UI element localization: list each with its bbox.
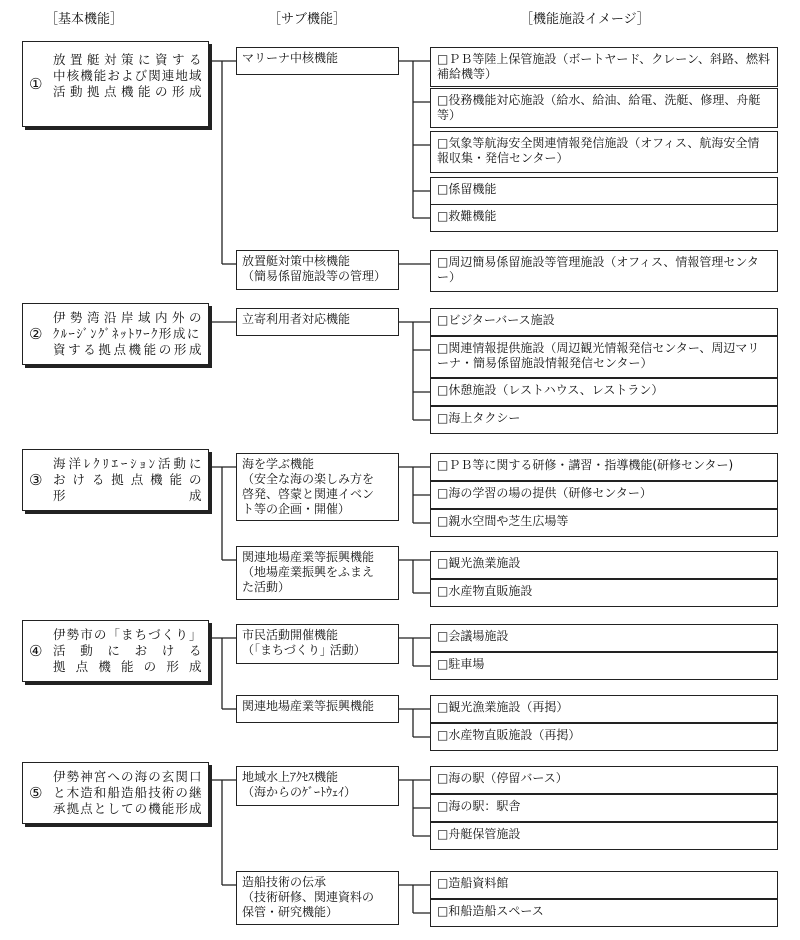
facility-box [430,204,778,232]
sub-function-box [236,871,399,925]
facility-box [430,250,778,292]
facility-item: □和船造船スペース [437,904,544,918]
sub-function-label: 関連地場産業等振興機能 [242,550,375,564]
sub-function-label: （｢まちづくり｣ 活動） [242,643,366,657]
sub-function-label: 造船技術の伝承 [242,875,327,889]
facility-box [430,695,778,723]
facility-item: □水産物直販施設（再掲） [437,728,581,742]
sub-function-label: （海からのｹﾞｰﾄｳｪｲ） [242,785,357,799]
sub-function-label: 市民活動開催機能 [242,628,339,642]
facility-box [430,899,778,927]
facility-box [430,406,778,434]
facility-item: □親水空間や芝生広場等 [437,514,569,528]
facility-box [430,723,778,751]
facility-box [430,47,778,87]
basic-function-number: ② [29,325,43,343]
basic-function-number: ⑤ [29,784,43,802]
basic-function-box [22,449,209,511]
facility-item: □舟艇保管施設 [437,827,521,841]
sub-function-label: た活動） [242,580,291,594]
basic-function-line: 放置艇対策に資する [53,52,202,67]
facility-box [430,453,778,481]
header-sub-function: ［サブ機能］ [268,12,347,27]
sub-function-label: マリーナ中核機能 [242,51,339,65]
facility-box [430,624,778,652]
basic-function-box [22,762,209,824]
sub-function-box [236,47,399,75]
facility-box [430,766,778,794]
facility-item: □係留機能 [437,182,497,196]
facility-item: □ビジターバース施設 [437,313,555,327]
sub-function-label: 地域水上ｱｸｾｽ機能 [242,770,339,784]
facility-item: □役務機能対応施設（給水、給油、給電、洗艇、修理、舟艇 等） [437,93,773,122]
facility-box [430,308,778,336]
facility-item: □観光漁業施設 [437,556,521,570]
basic-function-line: 資する拠点機能の形成 [53,342,202,357]
basic-function-line: 伊勢湾沿岸域内外の [53,310,202,325]
basic-function-line: ｸﾙｰｼﾞﾝｸﾞﾈｯﾄﾜｰｸ形成に [53,326,201,341]
basic-function-line: 海洋ﾚｸﾘｴｰｼｮﾝ活動に [53,456,202,471]
basic-function-number: ④ [29,642,43,660]
basic-function-line: 承拠点としての機能形成 [53,801,202,816]
sub-function-label: 関連地場産業等振興機能 [242,699,375,713]
sub-function-label: （簡易係留施設等の管理） [242,269,387,283]
facility-box [430,177,778,205]
facility-item: □関連情報提供施設（周辺観光情報発信センター、周辺マリーナ・簡易係留施設情報発信センター） [437,341,760,370]
facility-box [430,481,778,509]
sub-function-box [236,453,399,521]
basic-function-box [22,41,209,127]
basic-function-line: 拠点機能の形成 [53,659,202,674]
facility-item: □周辺簡易係留施設等管理施設（オフィス、情報管理センター） [437,255,759,284]
sub-function-box [236,624,399,664]
basic-function-line: 活動拠点機能の形成 [53,84,202,99]
sub-function-label: 啓発、啓蒙と関連イベン [242,487,375,501]
basic-function-line: 活動における [53,643,202,658]
facility-box [430,131,778,173]
facility-box [430,794,778,822]
sub-function-box [236,250,399,290]
facility-item: □救難機能 [437,209,497,223]
sub-function-box [236,308,399,336]
sub-function-label: （地場産業振興をふまえ [242,565,375,579]
facility-item: □海の駅（停留バース） [437,771,568,785]
facility-item: □海上タクシー [437,411,521,425]
facility-item: □観光漁業施設（再掲） [437,700,569,714]
facility-box [430,579,778,607]
sub-function-box [236,546,399,600]
facility-item: □海の駅：駅舎 [437,799,521,813]
facility-box [430,88,778,128]
facility-item: □海の学習の場の提供（研修センター） [437,486,652,500]
facility-box [430,378,778,406]
facility-item: □造船資料館 [437,876,509,890]
header-facility-image: ［機能施設イメージ］ [520,12,650,27]
facility-item: □ＰＢ等陸上保管施設（ボートヤード、クレーン、斜路、燃料補給機等） [437,52,771,81]
facility-box [430,509,778,537]
facility-item: □休憩施設（レストハウス、レストラン） [437,383,664,397]
facility-item: □駐車場 [437,657,485,671]
sub-function-label: 放置艇対策中核機能 [242,254,351,268]
basic-function-number: ③ [29,471,43,489]
facility-item: □水産物直販施設 [437,584,533,598]
header-basic-function: ［基本機能］ [45,12,124,27]
sub-function-label: 保管・研究機能） [242,905,339,919]
basic-function-line: 伊勢神宮への海の玄関口 [53,769,202,784]
facility-box [430,652,778,680]
facility-box [430,822,778,850]
sub-function-box [236,766,399,806]
facility-item: □ＰＢ等に関する研修・講習・指導機能(研修センター) [437,458,734,472]
sub-function-label: 海を学ぶ機能 [242,457,315,471]
sub-function-box [236,695,399,723]
facility-box [430,871,778,899]
facility-box [430,336,778,378]
basic-function-line: 中核機能および関連地域 [53,68,202,83]
basic-function-line: と木造和船造船技術の継 [53,785,202,800]
facility-item: □気象等航海安全関連情報発信施設（オフィス、航海安全情報収集・発信センター） [437,136,760,165]
basic-function-line: おける拠点機能の [53,472,202,487]
sub-function-label: 立寄利用者対応機能 [242,312,351,326]
basic-function-line: 形 成 [53,488,202,503]
sub-function-label: ト等の企画・開催） [242,502,351,516]
basic-function-line: 伊勢市の「まちづくり」 [53,627,202,642]
sub-function-label: （技術研修、関連資料の [242,890,375,904]
facility-box [430,551,778,579]
basic-function-number: ① [29,75,43,93]
basic-function-box [22,303,209,365]
facility-item: □会議場施設 [437,629,509,643]
basic-function-box [22,620,209,682]
sub-function-label: （安全な海の楽しみ方を [242,472,375,486]
